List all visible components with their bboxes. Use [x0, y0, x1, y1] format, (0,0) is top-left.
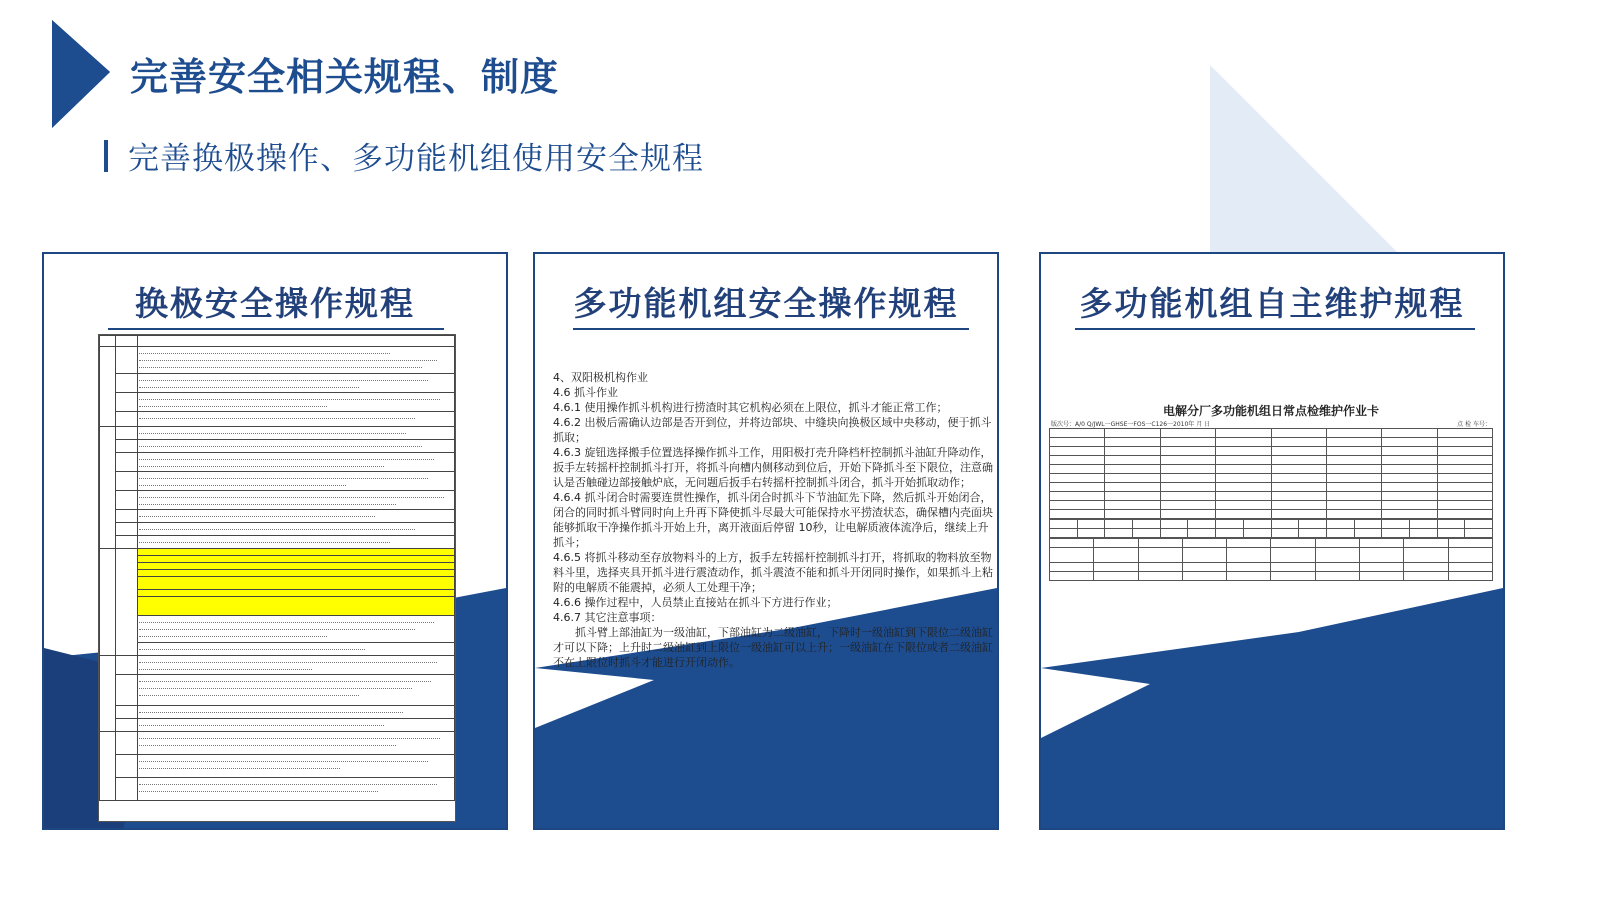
card-multifunction-unit-operation-procedure	[533, 252, 999, 830]
card-electrode-change-procedure	[42, 252, 508, 830]
doc-line: 4、双阳极机构作业	[553, 371, 648, 384]
card-title-underline	[108, 328, 444, 330]
doc-line: 4.6.5 将抓斗移动至存放物料斗的上方，扳手左转摇杆控制抓斗打开，将抓取的物料放至物料斗里，选择夹具开抓斗进行震渣动作，抓斗震渣不能和抓斗开闭同时操作，如果抓斗上粘附的电解质不能震掉，必须人工处理干净；	[553, 551, 993, 594]
doc-line: 4.6 抓斗作业	[553, 386, 618, 399]
card-title: 多功能机组自主维护规程	[1079, 284, 1465, 323]
card-multifunction-unit-maintenance-procedure	[1039, 252, 1505, 830]
doc-line: 4.6.1 使用操作抓斗机构进行捞渣时其它机构必须在上限位，抓斗才能正常工作；	[553, 401, 948, 414]
title-chevron-icon	[52, 20, 112, 128]
card-title: 多功能机组安全操作规程	[573, 284, 959, 323]
card-title-underline	[1075, 328, 1475, 330]
maintenance-checklist-document-image	[1049, 402, 1493, 581]
doc-line: 4.6.7 其它注意事项：	[553, 611, 662, 624]
doc-line: 4.6.4 抓斗闭合时需要连贯性操作，抓斗闭合时抓斗下节油缸先下降，然后抓斗开始闭合，闭合的同时抓斗臂同时向上升再下降使抓斗尽最大可能保持水平捞渣状态，确保槽内壳面块能够抓取干净操作抓斗开始上升，离开液面后停留 10秒，让电解质液体流净后，继续上升抓斗；	[553, 491, 993, 549]
subtitle-accent-bar	[104, 140, 108, 172]
doc-line: 4.6.2 出极后需确认边部是否开到位，并将边部块、中缝块向换极区域中央移动，便于抓斗抓取；	[553, 416, 992, 444]
card-title: 换极安全操作规程	[135, 284, 415, 323]
doc-line: 4.6.3 旋钮选择搬手位置选择操作抓斗工作，用阳极打壳升降档杆控制抓斗油缸升降动作，扳手左转摇杆控制抓斗打开，将抓斗向槽内侧移动到位后，开始下降抓斗至下限位，注意确认是否触碰边部接触炉底，无问题后扳手右转摇杆控制抓斗闭合，抓斗开始抓取动作；	[553, 446, 993, 489]
doc-line: 4.6.6 操作过程中，人员禁止直接站在抓斗下方进行作业；	[553, 596, 838, 609]
card-title-underline	[573, 328, 969, 330]
checklist-meta-left: 版次号：A/0 Q/JWL一GHSE一FOS一C126一2010年 月 日	[1051, 421, 1211, 428]
card-wave-decoration	[1041, 588, 1503, 828]
doc-paragraph: 抓斗臂上部油缸为一级油缸，下部油缸为二级油缸，下降时一级油缸到下限位二级油缸才可以下降；上升时二级油缸到上限位一级油缸可以上升；一级油缸在下限位或者二级油缸不在上限位时抓斗才能进行开闭动作。	[553, 626, 993, 669]
grab-bucket-procedure-text	[553, 370, 993, 670]
checklist-meta	[1049, 419, 1493, 428]
checklist-title: 电解分厂多功能机组日常点检维护作业卡	[1162, 404, 1379, 418]
checklist-meta-right: 点 检 车号：	[1457, 421, 1491, 428]
page-subtitle: 完善换极操作、多功能机组使用安全规程	[128, 141, 704, 177]
electrode-procedure-document-image	[98, 334, 456, 822]
page-title: 完善安全相关规程、制度	[130, 55, 560, 99]
